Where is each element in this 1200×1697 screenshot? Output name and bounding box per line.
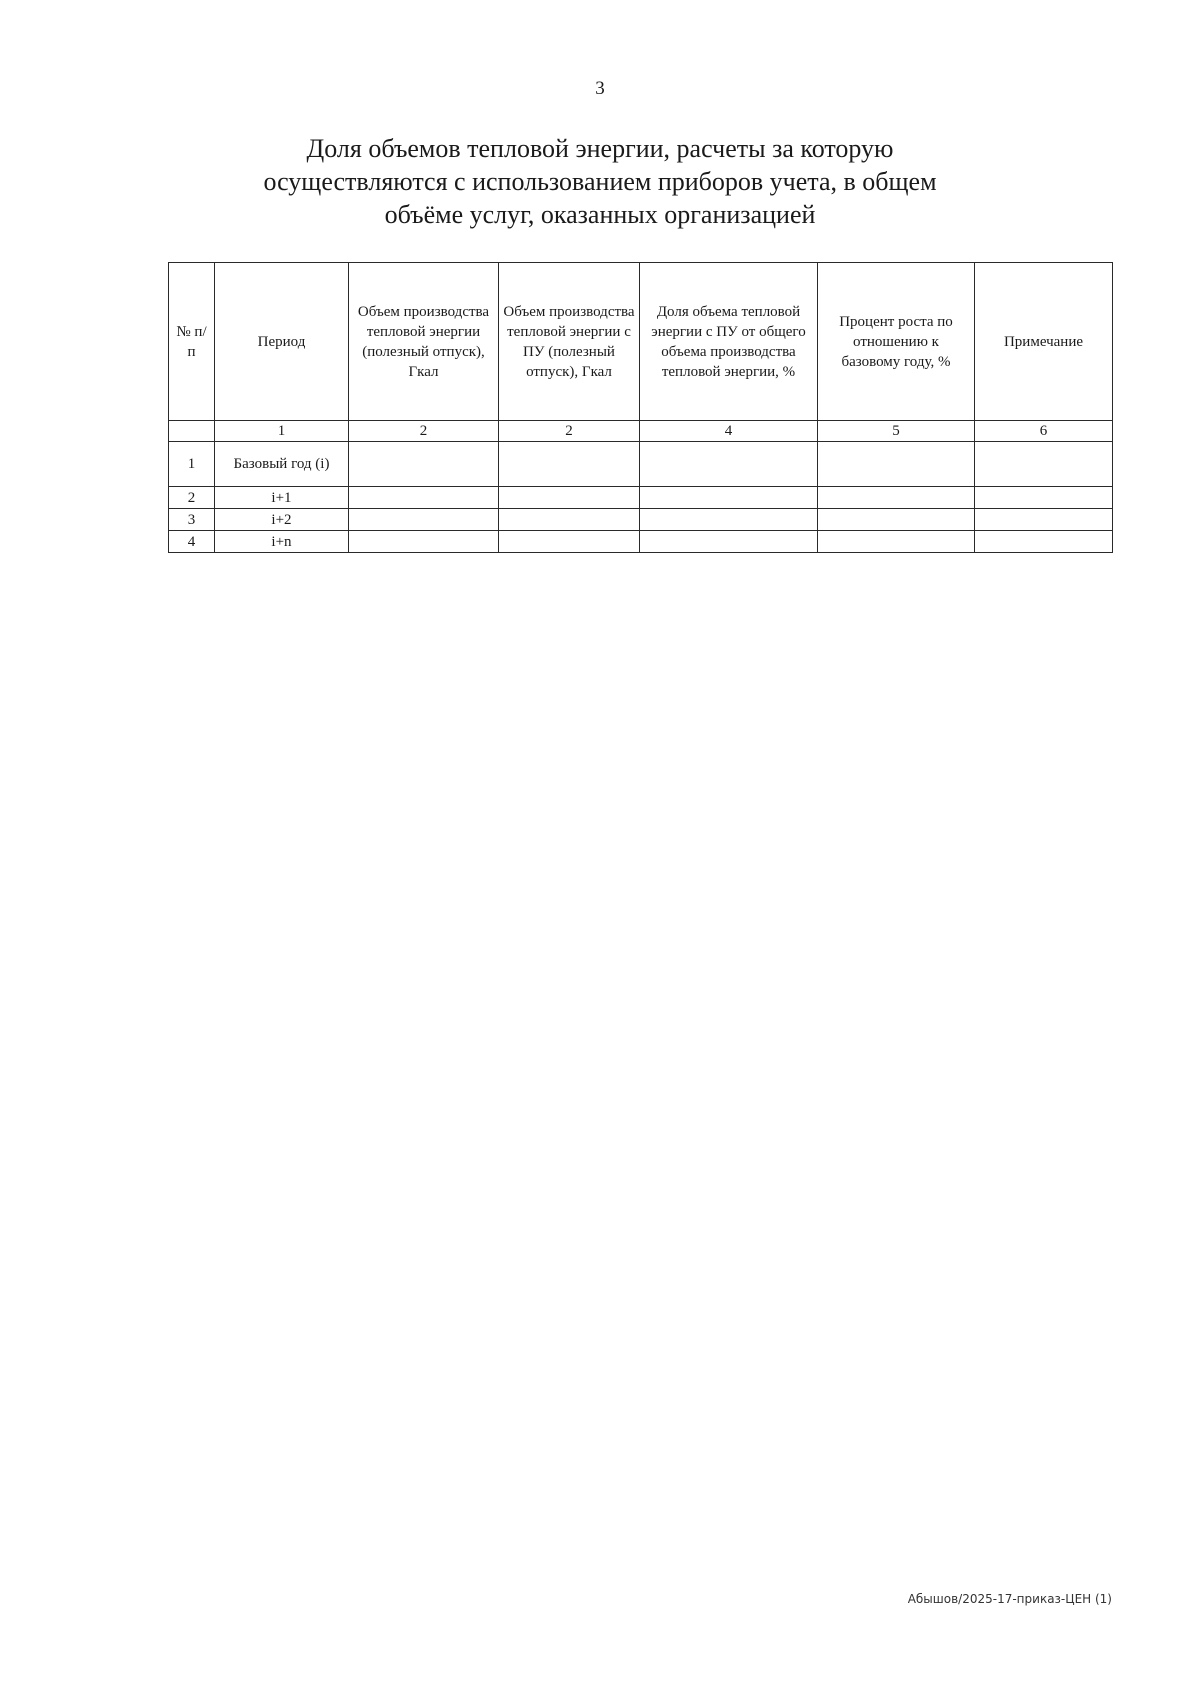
- row-number-cell: 1: [169, 442, 215, 487]
- empty-cell: [818, 487, 975, 509]
- table-row: [169, 442, 1113, 487]
- column-number-row: [169, 421, 1113, 442]
- column-number-cell: 2: [499, 421, 640, 442]
- empty-cell: [975, 509, 1113, 531]
- header-cell-metered-share: Доля объема тепловой энергии с ПУ от общего объема производства тепловой энергии, %: [640, 263, 818, 421]
- empty-cell: [349, 509, 499, 531]
- title-line-2: осуществляются с использованием приборов учета, в общем: [263, 167, 937, 196]
- empty-cell: [975, 531, 1113, 553]
- row-period-cell: i+n: [215, 531, 349, 553]
- empty-cell: [499, 509, 640, 531]
- table-header-row: [169, 263, 1113, 421]
- empty-cell: [818, 531, 975, 553]
- empty-cell: [349, 442, 499, 487]
- page-number: 3: [595, 78, 605, 99]
- empty-cell: [349, 531, 499, 553]
- header-cell-metered-volume: Объем производства тепловой энергии с ПУ (полезный отпуск), Гкал: [499, 263, 640, 421]
- table-row: [169, 487, 1113, 509]
- empty-cell: [818, 509, 975, 531]
- title-line-3: объёме услуг, оказанных организацией: [384, 200, 816, 229]
- row-period-cell: i+1: [215, 487, 349, 509]
- empty-cell: [499, 531, 640, 553]
- row-number-cell: 3: [169, 509, 215, 531]
- title-line-1: Доля объемов тепловой энергии, расчеты за которую: [306, 134, 894, 163]
- column-number-cell: 4: [640, 421, 818, 442]
- empty-cell: [640, 509, 818, 531]
- column-number-cell: 5: [818, 421, 975, 442]
- header-cell-growth-percent: Процент роста по отношению к базовому году, %: [818, 263, 975, 421]
- table-row: [169, 531, 1113, 553]
- document-title: [150, 132, 1050, 231]
- column-number-cell: 1: [215, 421, 349, 442]
- empty-cell: [499, 487, 640, 509]
- empty-cell: [975, 442, 1113, 487]
- column-number-cell: [169, 421, 215, 442]
- table-row: [169, 509, 1113, 531]
- row-number-cell: 4: [169, 531, 215, 553]
- row-period-cell: i+2: [215, 509, 349, 531]
- column-number-cell: 2: [349, 421, 499, 442]
- header-cell-number: № п/п: [169, 263, 215, 421]
- empty-cell: [640, 442, 818, 487]
- empty-cell: [818, 442, 975, 487]
- footer-document-code: Абышов/2025-17-приказ-ЦЕН (1): [907, 1592, 1112, 1606]
- empty-cell: [640, 487, 818, 509]
- column-number-cell: 6: [975, 421, 1113, 442]
- row-period-cell: Базовый год (i): [215, 442, 349, 487]
- empty-cell: [640, 531, 818, 553]
- empty-cell: [349, 487, 499, 509]
- header-cell-total-volume: Объем производства тепловой энергии (полезный отпуск), Гкал: [349, 263, 499, 421]
- header-cell-period: Период: [215, 263, 349, 421]
- empty-cell: [499, 442, 640, 487]
- row-number-cell: 2: [169, 487, 215, 509]
- heat-energy-table: [168, 262, 1113, 553]
- empty-cell: [975, 487, 1113, 509]
- header-cell-note: Примечание: [975, 263, 1113, 421]
